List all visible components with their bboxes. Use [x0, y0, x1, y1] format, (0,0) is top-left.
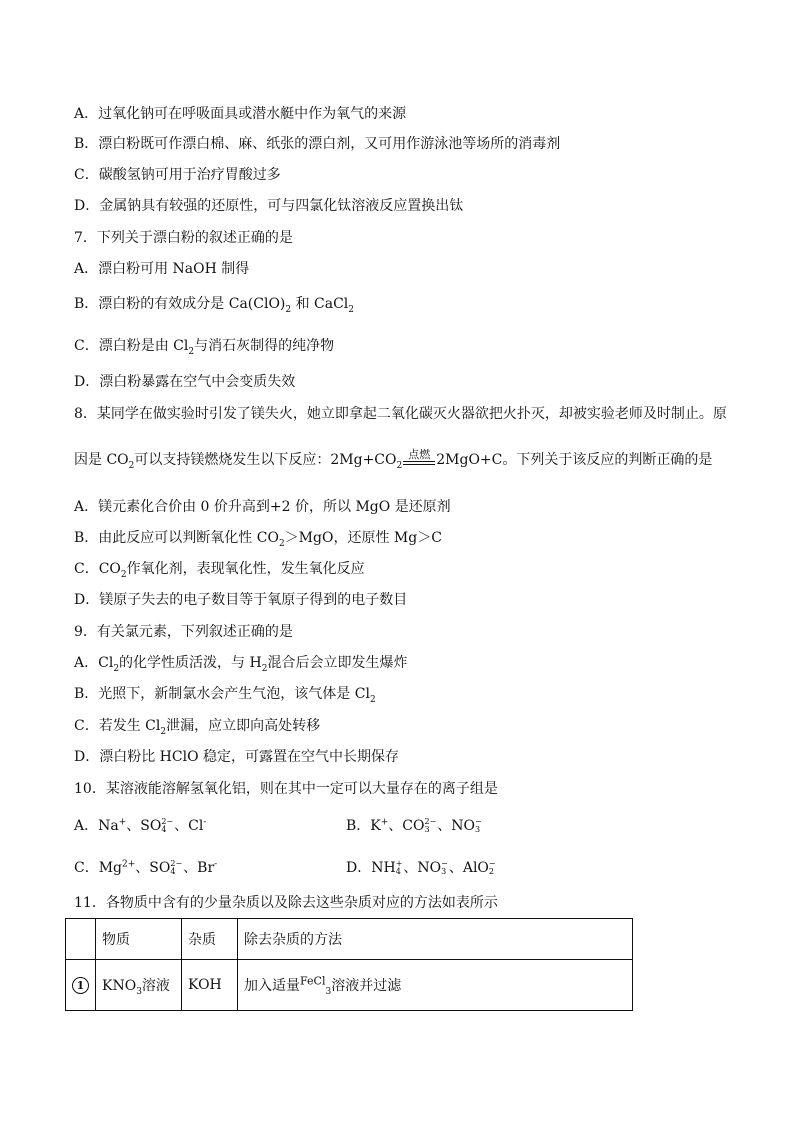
q8-option-c: C．$CO_2$作氧化剂，表现氧化性，发生氧化反应 [74, 561, 365, 580]
q10-stem: 10．某溶液能溶解氢氧化铝，则在其中一定可以大量存在的离子组是 [74, 781, 498, 797]
q6-option-b: B．漂白粉既可作漂白棉、麻、纸张的漂白剂，又可用作游泳池等场所的消毒剂 [74, 136, 561, 152]
q9-stem: 9．有关氯元素，下列叙述正确的是 [74, 624, 293, 640]
q7-option-b: B．漂白粉的有效成分是 $Ca(ClO)_2$ 和 CaCl$_2$ [74, 296, 355, 315]
q9-option-a: A．$Cl_2$的化学性质活泼，与 $H_2$混合后会立即发生爆炸 [74, 655, 408, 674]
substance-cell: $KNO_3$溶液 [96, 960, 182, 1011]
q7-option-d: D．漂白粉暴露在空气中会变质失效 [74, 374, 296, 390]
q8-stem-line2: 因是 $CO_2$可以支持镁燃烧发生以下反应：$2Mg+CO_2$ 点燃 2MgO+C。下列关于该反应的判断正确的是 [74, 448, 713, 471]
q6-option-c: C．碳酸氢钠可用于治疗胃酸过多 [74, 167, 281, 183]
q7-stem: 7．下列关于漂白粉的叙述正确的是 [74, 230, 293, 246]
q9-option-c: C．若发生 $Cl_2$泄漏，应立即向高处转移 [74, 718, 321, 737]
q10-option-c: C．$Mg^{2+}$、SO 2− 4 、Br- [74, 859, 218, 876]
table-header-method: 除去杂质的方法 [238, 919, 633, 960]
q8-stem-line1: 8．某同学在做实验时引发了镁失火，她立即拿起二氧化碳灭火器欲把火扑灭，却被实验老师及时制止。原 [74, 406, 727, 422]
table-header-substance: 物质 [96, 919, 182, 960]
table-header-row [66, 919, 633, 960]
q6-option-d: D．金属钠具有较强的还原性，可与四氯化钛溶液反应置换出钛 [74, 198, 464, 214]
reaction-condition: 点燃 [403, 461, 435, 470]
q10-option-a: A．Na+、SO 2− 4 、Cl- [74, 817, 207, 834]
table-header-impurity: 杂质 [182, 919, 238, 960]
q6-option-a: A．过氧化钠可在呼吸面具或潜水艇中作为氧气的来源 [74, 106, 407, 122]
q9-option-d: D．漂白粉比 HClO 稳定，可露置在空气中长期保存 [74, 749, 399, 765]
q8-option-b: B．由此反应可以判断氧化性 $CO_2>MgO$，还原性 Mg＞C [74, 530, 442, 549]
q7-option-c: C．漂白粉是由 $Cl_2$与消石灰制得的纯净物 [74, 338, 335, 357]
q10-option-b: B．K+、CO 2− 3 、NO − 3 [346, 817, 482, 834]
q7-option-a: A．漂白粉可用 NaOH 制得 [74, 261, 250, 277]
impurity-table [65, 918, 633, 1011]
impurity-cell: KOH [182, 960, 238, 1011]
q10-option-d: D．NH + 4 、NO − 3 、AlO − 2 [346, 859, 496, 876]
q11-stem: 11．各物质中含有的少量杂质以及除去这些杂质对应的方法如表所示 [74, 895, 498, 911]
row-number-cell [66, 960, 96, 1011]
table-row [66, 960, 633, 1011]
method-cell: 加入适量$^{FeCl}_3$溶液并过滤 [238, 960, 633, 1011]
table-header-blank [66, 919, 96, 960]
circled-number: 1 [72, 977, 89, 994]
q8-option-d: D．镁原子失去的电子数目等于氧原子得到的电子数目 [74, 592, 408, 608]
q8-option-a: A．镁元素化合价由 0 价升高到+2 价，所以 MgO 是还原剂 [74, 499, 451, 515]
q9-option-b: B．光照下，新制氯水会产生气泡，该气体是 $Cl_2$ [74, 686, 376, 705]
